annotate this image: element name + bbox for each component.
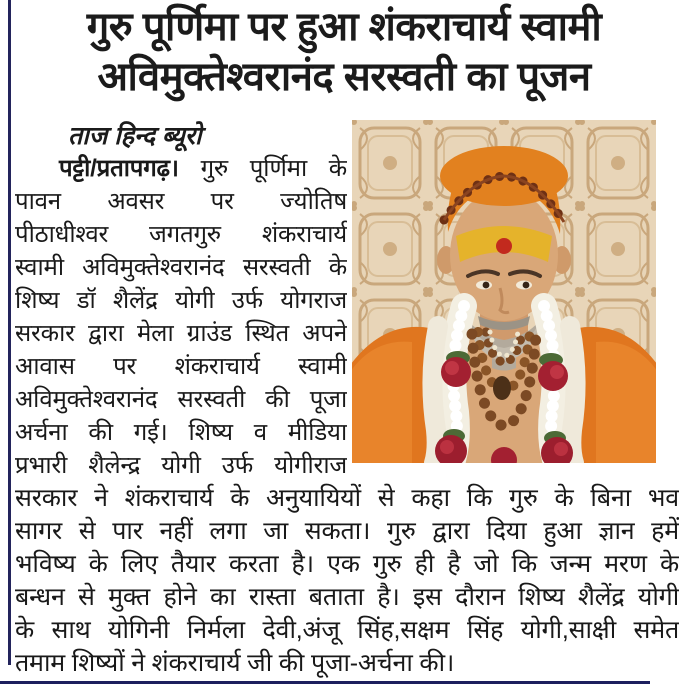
- dateline: पट्टी/प्रतापगढ़।: [59, 155, 179, 182]
- article-photo: [352, 120, 656, 463]
- headline-line: अविमुक्तेश्वरानंद सरस्वती का पूजन: [97, 55, 591, 99]
- left-border-rule: [8, 0, 11, 665]
- article-left-column: [15, 152, 347, 482]
- body-line: बन्धन से मुक्त होने का रास्ता बताता है। इस दौरान शिष्य शैलेंद्र योगी: [15, 583, 679, 611]
- body-line: पावन अवसर पर ज्योतिष: [15, 188, 347, 215]
- body-text: गुरु पूर्णिमा के: [200, 155, 347, 182]
- body-line: अर्चना की गई। शिष्य व मीडिया: [15, 419, 347, 446]
- body-line: प्रभारी शैलेन्द्र योगी उर्फ योगीराज: [15, 452, 347, 479]
- body-line: सरकार द्वारा मेला ग्राउंड स्थित अपने: [15, 320, 347, 347]
- bottom-border-rule: [0, 681, 650, 684]
- body-line: शिष्य डॉ शैलेंद्र योगी उर्फ योगराज: [15, 287, 347, 314]
- headline-line: गुरु पूर्णिमा पर हुआ शंकराचार्य स्वामी: [86, 5, 602, 49]
- byline: ताज हिन्द ब्यूरो: [68, 122, 202, 150]
- body-line: के साथ योगिनी निर्मला देवी,अंजू सिंह,सक्षम सिंह योगी,साक्षी समेत: [15, 616, 679, 644]
- body-line: तमाम शिष्यों ने शंकराचार्य जी की पूजा-अर्चना की।: [15, 649, 455, 677]
- body-line: अविमुक्तेश्वरानंद सरस्वती की पूजा: [15, 386, 347, 413]
- article-headline: [14, 2, 674, 102]
- body-line: भविष्य के लिए तैयार करता है। एक गुरु ही है जो कि जन्म मरण के: [15, 550, 679, 578]
- body-line: पीठाधीश्वर जगतगुरु शंकराचार्य: [15, 221, 347, 248]
- article-full-width: [15, 482, 679, 680]
- body-line: सरकार ने शंकराचार्य के अनुयायियों से कहा कि गुरु के बिना भव: [15, 484, 679, 512]
- body-line: आवास पर शंकराचार्य स्वामी: [15, 353, 347, 380]
- body-line: स्वामी अविमुक्तेश्वरानंद सरस्वती के: [15, 254, 347, 281]
- swami-portrait-photo: [352, 120, 656, 463]
- body-line: [15, 152, 347, 185]
- body-line: सागर से पार नहीं लगा जा सकता। गुरु द्वारा दिया हुआ ज्ञान हमें: [15, 517, 679, 545]
